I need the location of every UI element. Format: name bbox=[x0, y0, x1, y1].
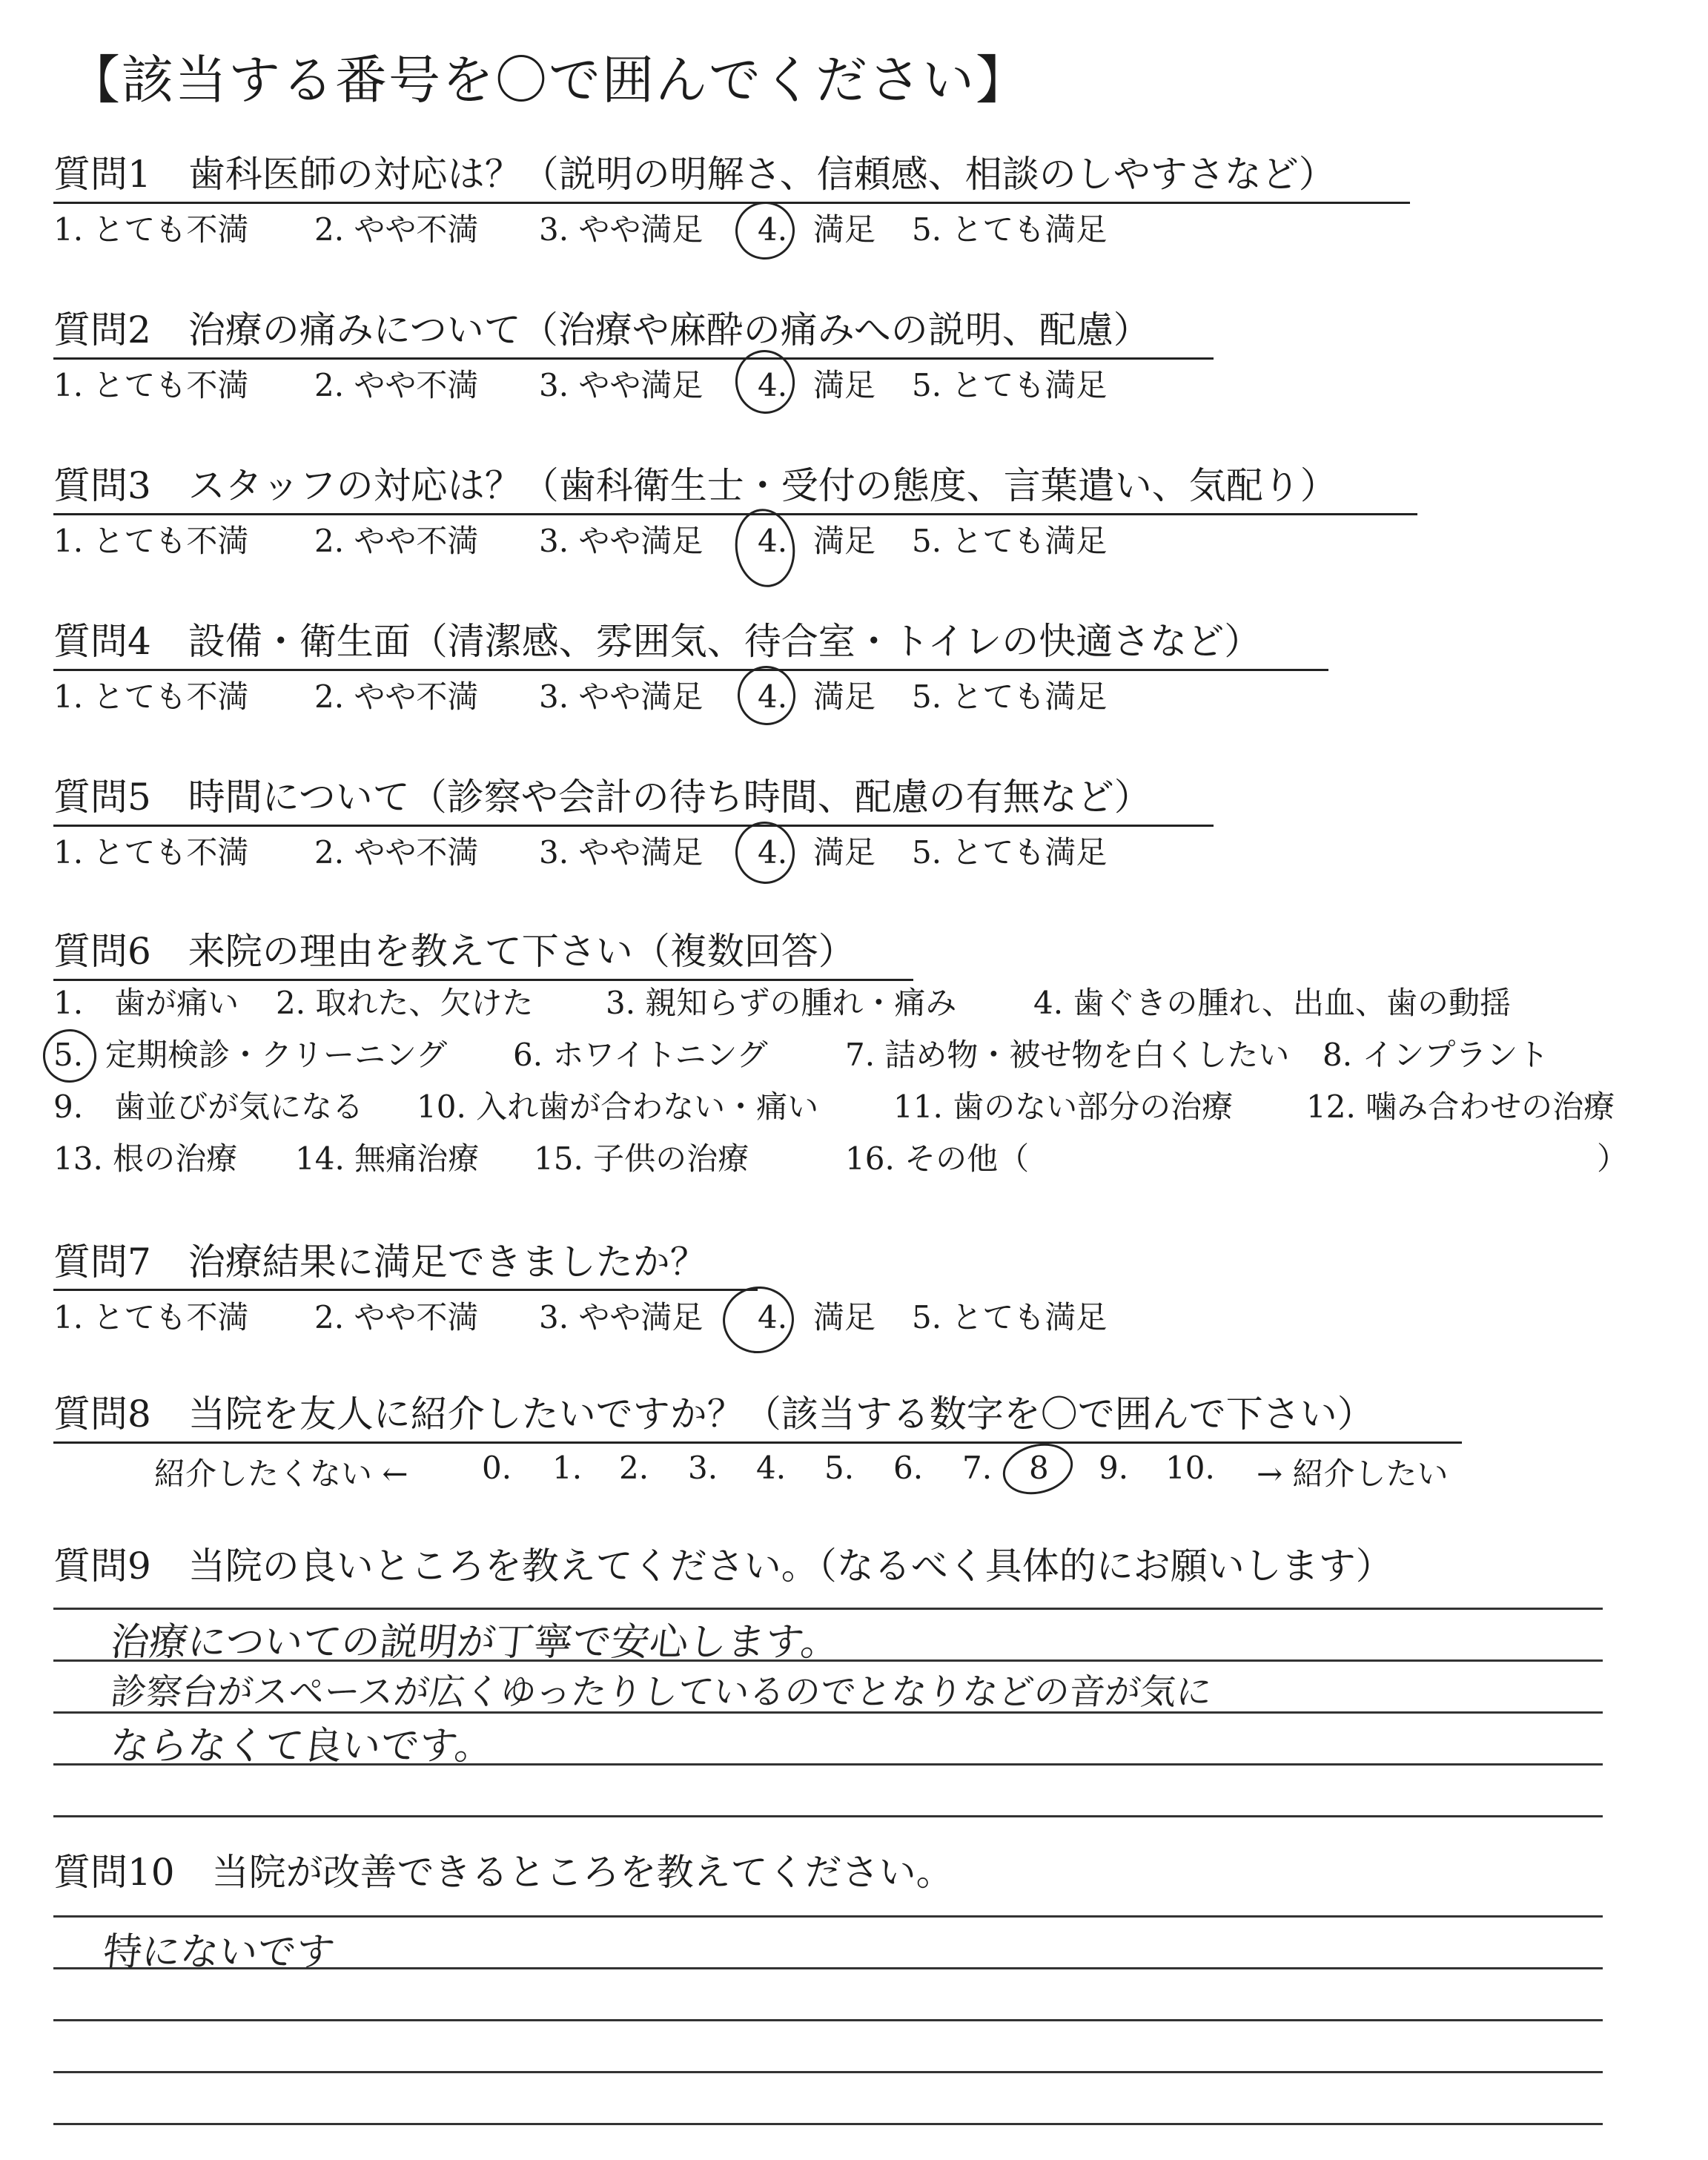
reason-option-5[interactable]: 5. bbox=[53, 1037, 84, 1073]
scale-option-5[interactable]: 5. bbox=[824, 1450, 855, 1486]
option-3[interactable]: 3. やや満足 bbox=[539, 211, 704, 248]
reason-option-5-label: 定期検診・クリーニング bbox=[105, 1037, 448, 1073]
selected-circle-mark bbox=[732, 198, 798, 263]
question-title: 質問6 来院の理由を教えて下さい（複数回答） bbox=[53, 930, 855, 973]
reason-option[interactable]: 10. 入れ歯が合わない・痛い bbox=[417, 1089, 819, 1125]
scale-left-label: 紹介したくない ← bbox=[154, 1456, 408, 1492]
title-underline bbox=[53, 979, 913, 981]
reason-option[interactable]: 12. 噛み合わせの治療 bbox=[1306, 1089, 1615, 1125]
scale-option-2[interactable]: 2. bbox=[619, 1450, 649, 1486]
reason-option[interactable]: 9. 歯並びが気になる bbox=[53, 1089, 364, 1125]
question-title: 質問1 歯科医師の対応は？（説明の明解さ、信頼感、相談のしやすさなど） bbox=[53, 153, 1336, 196]
selected-circle-mark bbox=[997, 1436, 1079, 1502]
scale-option-0[interactable]: 0. bbox=[482, 1450, 512, 1486]
option-4-label: 満足 bbox=[813, 1299, 876, 1335]
form-header: 【該当する番号を〇で囲んでください】 bbox=[68, 50, 1029, 110]
option-2[interactable]: 2. やや不満 bbox=[314, 367, 479, 403]
option-2[interactable]: 2. やや不満 bbox=[314, 1299, 479, 1335]
option-1[interactable]: 1. とても不満 bbox=[53, 834, 249, 871]
selected-circle-mark bbox=[718, 1282, 798, 1358]
handwritten-answer-line: 治療についての説明が丁寧で安心します。 bbox=[108, 1620, 842, 1665]
selected-circle-mark bbox=[732, 818, 799, 888]
reason-option[interactable]: 13. 根の治療 bbox=[53, 1140, 238, 1177]
option-3[interactable]: 3. やや満足 bbox=[539, 523, 704, 559]
question-title: 質問9 当院の良いところを教えてください。（なるべく具体的にお願いします） bbox=[53, 1545, 1393, 1588]
reason-option[interactable]: 16. その他（ bbox=[845, 1140, 1030, 1177]
reason-option[interactable]: 4. 歯ぐきの腫れ、出血、歯の動揺 bbox=[1033, 985, 1511, 1021]
title-underline bbox=[53, 513, 1417, 515]
option-5[interactable]: 5. とても満足 bbox=[912, 1299, 1108, 1335]
title-underline bbox=[53, 202, 1410, 204]
answer-line bbox=[53, 1608, 1603, 1610]
question-title: 質問5 時間について（診察や会計の待ち時間、配慮の有無など） bbox=[53, 776, 1151, 819]
option-1[interactable]: 1. とても不満 bbox=[53, 523, 249, 559]
answer-line bbox=[53, 1915, 1603, 1918]
option-2[interactable]: 2. やや不満 bbox=[314, 523, 479, 559]
handwritten-answer-line: 診察台がスペースが広くゆったりしているのでとなりなどの音が気に bbox=[108, 1671, 1214, 1713]
option-4[interactable]: 4. bbox=[758, 1299, 788, 1335]
option-5[interactable]: 5. とても満足 bbox=[912, 678, 1108, 715]
option-4-label: 満足 bbox=[813, 367, 876, 403]
handwritten-answer-line: ならなくて良いです。 bbox=[108, 1724, 496, 1768]
scale-option-9[interactable]: 9. bbox=[1099, 1450, 1129, 1486]
option-5[interactable]: 5. とても満足 bbox=[912, 211, 1108, 248]
option-4-label: 満足 bbox=[813, 678, 876, 715]
option-4[interactable]: 4. bbox=[758, 678, 788, 715]
answer-line bbox=[53, 2071, 1603, 2073]
option-4[interactable]: 4. bbox=[758, 834, 788, 871]
question-title: 質問4 設備・衛生面（清潔感、雰囲気、待合室・トイレの快適さなど） bbox=[53, 620, 1262, 663]
scale-option-10[interactable]: 10. bbox=[1165, 1450, 1215, 1486]
other-close-paren: ） bbox=[1597, 1140, 1629, 1177]
option-2[interactable]: 2. やや不満 bbox=[314, 211, 479, 248]
option-1[interactable]: 1. とても不満 bbox=[53, 1299, 249, 1335]
selected-circle-mark bbox=[39, 1025, 99, 1086]
question-title: 質問3 スタッフの対応は？（歯科衛生士・受付の態度、言葉遣い、気配り） bbox=[53, 464, 1337, 507]
option-5[interactable]: 5. とても満足 bbox=[912, 523, 1108, 559]
option-3[interactable]: 3. やや満足 bbox=[539, 1299, 704, 1335]
selected-circle-mark bbox=[730, 505, 800, 591]
reason-option[interactable]: 1. 歯が痛い bbox=[53, 985, 239, 1021]
option-4-label: 満足 bbox=[813, 834, 876, 871]
answer-line bbox=[53, 2019, 1603, 2021]
answer-line bbox=[53, 1815, 1603, 1817]
title-underline bbox=[53, 825, 1214, 827]
reason-option[interactable]: 14. 無痛治療 bbox=[295, 1140, 480, 1177]
reason-option[interactable]: 11. 歯のない部分の治療 bbox=[893, 1089, 1234, 1125]
option-1[interactable]: 1. とても不満 bbox=[53, 211, 249, 248]
option-4[interactable]: 4. bbox=[758, 367, 788, 403]
option-3[interactable]: 3. やや満足 bbox=[539, 834, 704, 871]
reason-option[interactable]: 8. インプラント bbox=[1323, 1037, 1549, 1073]
reason-option[interactable]: 3. 親知らずの腫れ・痛み bbox=[606, 985, 957, 1021]
option-1[interactable]: 1. とても不満 bbox=[53, 678, 249, 715]
reason-option[interactable]: 2. 取れた、欠けた bbox=[276, 985, 534, 1021]
option-5[interactable]: 5. とても満足 bbox=[912, 834, 1108, 871]
title-underline bbox=[53, 669, 1328, 671]
scale-option-4[interactable]: 4. bbox=[756, 1450, 787, 1486]
scale-option-6[interactable]: 6. bbox=[893, 1450, 924, 1486]
option-4[interactable]: 4. bbox=[758, 211, 788, 248]
reason-option[interactable]: 6. ホワイトニング bbox=[513, 1037, 768, 1073]
scale-option-7[interactable]: 7. bbox=[962, 1450, 993, 1486]
option-5[interactable]: 5. とても満足 bbox=[912, 367, 1108, 403]
scale-option-3[interactable]: 3. bbox=[688, 1450, 718, 1486]
option-2[interactable]: 2. やや不満 bbox=[314, 834, 479, 871]
scale-right-label: → 紹介したい bbox=[1257, 1456, 1449, 1492]
answer-line bbox=[53, 2123, 1603, 2125]
scale-option-8[interactable]: 8 bbox=[1029, 1450, 1049, 1486]
option-2[interactable]: 2. やや不満 bbox=[314, 678, 479, 715]
option-4-label: 満足 bbox=[813, 211, 876, 248]
option-3[interactable]: 3. やや満足 bbox=[539, 367, 704, 403]
title-underline bbox=[53, 357, 1214, 360]
option-4-label: 満足 bbox=[813, 523, 876, 559]
handwritten-answer-line: 特にないです bbox=[101, 1930, 337, 1975]
question-title: 質問2 治療の痛みについて（治療や麻酔の痛みへの説明、配慮） bbox=[53, 308, 1151, 351]
title-underline bbox=[53, 1441, 1462, 1444]
question-title: 質問8 当院を友人に紹介したいですか？（該当する数字を〇で囲んで下さい） bbox=[53, 1393, 1374, 1436]
question-title: 質問10 当院が改善できるところを教えてください。 bbox=[53, 1851, 953, 1894]
option-4[interactable]: 4. bbox=[758, 523, 788, 559]
scale-option-1[interactable]: 1. bbox=[552, 1450, 583, 1486]
title-underline bbox=[53, 1289, 758, 1291]
option-3[interactable]: 3. やや満足 bbox=[539, 678, 704, 715]
question-title: 質問7 治療結果に満足できましたか？ bbox=[53, 1241, 707, 1284]
option-1[interactable]: 1. とても不満 bbox=[53, 367, 249, 403]
selected-circle-mark bbox=[734, 662, 799, 729]
reason-option[interactable]: 7. 詰め物・被せ物を白くしたい bbox=[845, 1037, 1290, 1073]
reason-option[interactable]: 15. 子供の治療 bbox=[534, 1140, 749, 1177]
